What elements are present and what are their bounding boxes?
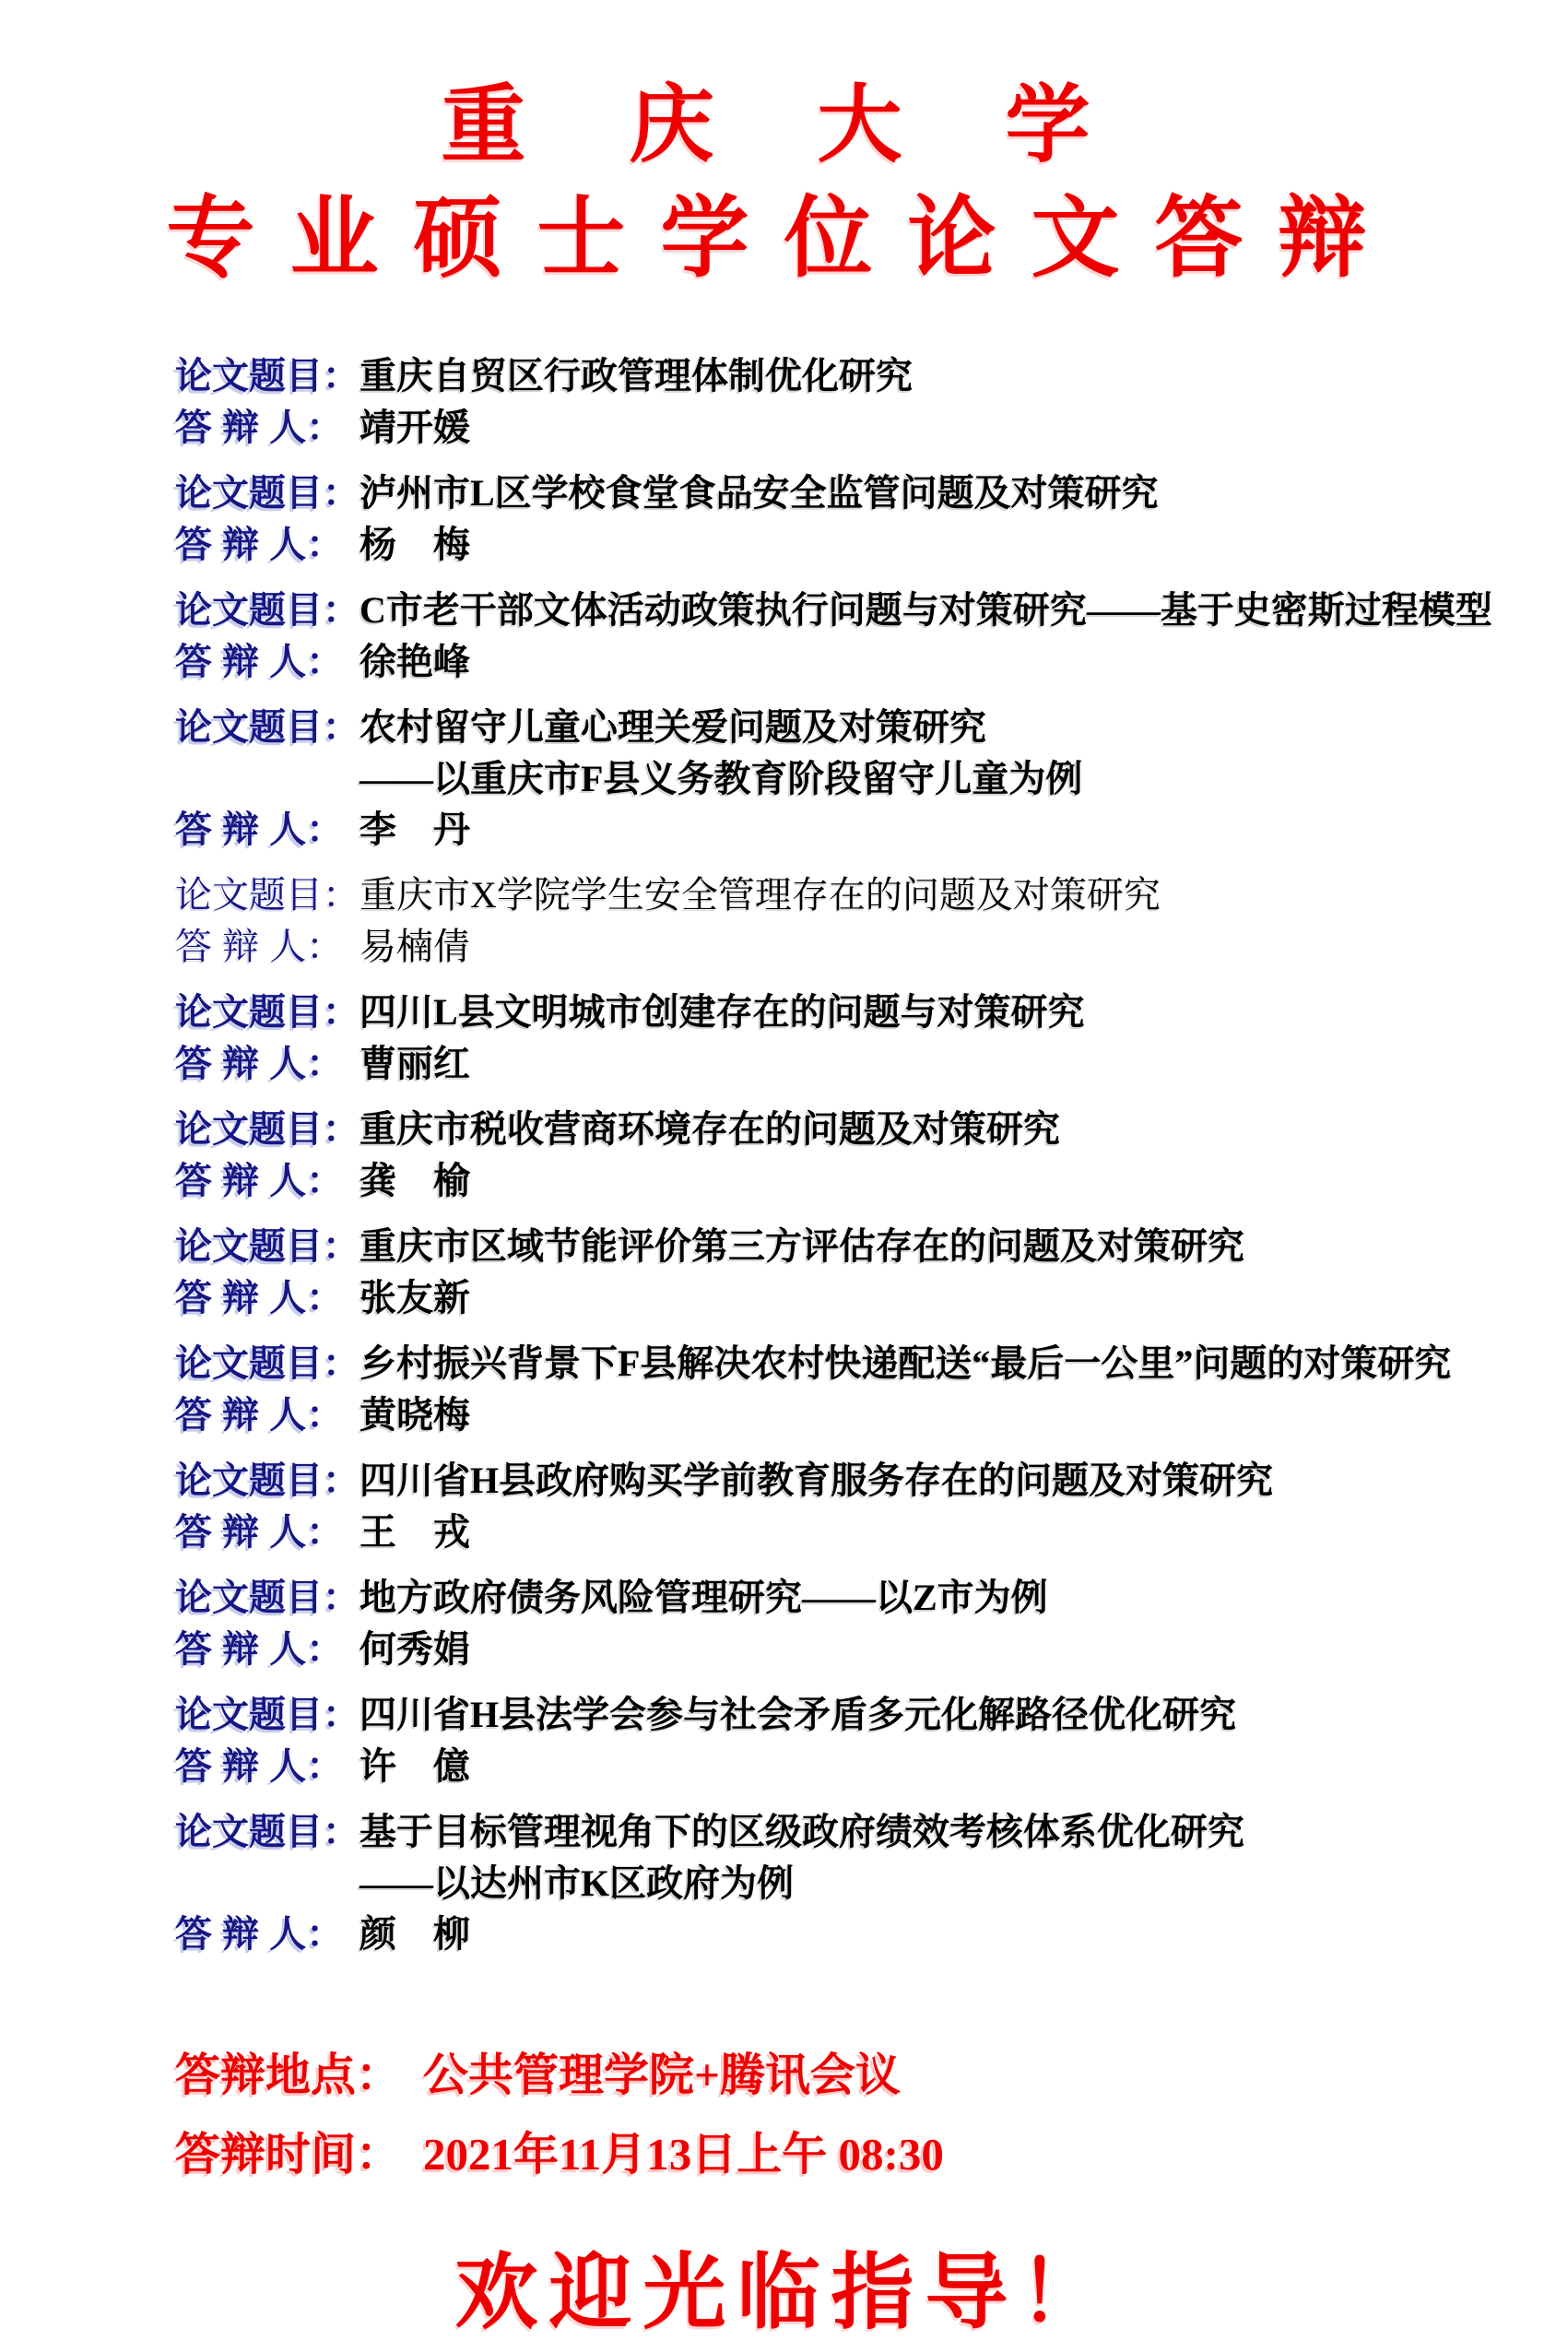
- defender-name: 曹丽红: [360, 1043, 470, 1084]
- page-header: [0, 0, 1568, 291]
- defense-entry: [175, 869, 1531, 973]
- thesis-title-continuation-text: ——以重庆市F县义务教育阶段留守儿童为例: [360, 758, 1083, 799]
- defense-entry-list: [175, 350, 1531, 1960]
- defender-line: [175, 636, 1531, 688]
- defender-line: [175, 519, 1531, 571]
- thesis-title-line: [175, 585, 1531, 636]
- defender-line: [175, 1741, 1531, 1792]
- defense-time-line: [175, 2127, 1568, 2182]
- defender-name: 何秀娟: [360, 1628, 470, 1670]
- defender-line: [175, 402, 1531, 454]
- thesis-title-label: 论文题目：: [175, 1695, 360, 1735]
- defense-location-value: 公共管理学院+腾讯会议: [423, 2050, 901, 2100]
- defender-label: 答 辩 人：: [175, 1629, 344, 1670]
- thesis-title-text: 重庆自贸区行政管理体制优化研究: [360, 355, 913, 396]
- defender-label: 答 辩 人：: [175, 408, 344, 448]
- thesis-title-line: [175, 987, 1531, 1038]
- defender-label: 答 辩 人：: [175, 1044, 344, 1084]
- defender-line: [175, 1909, 1531, 1960]
- defender-name: 徐艳峰: [360, 641, 470, 682]
- thesis-title-line: [175, 869, 1531, 921]
- thesis-title-line: [175, 467, 1531, 519]
- defense-location-line: [175, 2048, 1568, 2103]
- page-footer: [175, 2048, 1568, 2182]
- defender-name: 靖开媛: [360, 407, 470, 448]
- defender-line: [175, 921, 1531, 973]
- thesis-title-label: 论文题目：: [175, 590, 360, 631]
- defense-entry: [175, 1572, 1531, 1675]
- thesis-title-line: [175, 1689, 1531, 1741]
- thesis-title-label: 论文题目：: [175, 875, 360, 916]
- defender-label: 答 辩 人：: [175, 1395, 344, 1436]
- thesis-title-label: 论文题目：: [175, 473, 360, 514]
- defender-name: 龚 榆: [360, 1160, 470, 1201]
- thesis-title-text: C市老干部文体活动政策执行问题与对策研究——基于史密斯过程模型: [360, 589, 1492, 631]
- thesis-title-text: 基于目标管理视角下的区级政府绩效考核体系优化研究: [360, 1811, 1244, 1852]
- welcome-message: 欢迎光临指导！: [454, 2244, 1114, 2341]
- thesis-title-text: 重庆市区域节能评价第三方评估存在的问题及对策研究: [360, 1225, 1244, 1267]
- thesis-title-continuation-line: [175, 753, 1531, 804]
- defender-name: 张友新: [360, 1277, 470, 1318]
- thesis-title-text: 四川省H县政府购买学前教育服务存在的问题及对策研究: [360, 1460, 1274, 1501]
- defender-line: [175, 804, 1531, 856]
- thesis-title-label: 论文题目：: [175, 1578, 360, 1618]
- defender-label: 答 辩 人：: [175, 642, 344, 682]
- thesis-title-label: 论文题目：: [175, 1343, 360, 1384]
- defender-label: 答 辩 人：: [175, 525, 344, 565]
- thesis-title-text: 地方政府债务风险管理研究——以Z市为例: [360, 1577, 1048, 1618]
- defense-location-label: 答辩地点：: [175, 2051, 402, 2100]
- defender-name: 王 戎: [360, 1511, 470, 1553]
- thesis-title-label: 论文题目：: [175, 992, 360, 1033]
- thesis-title-label: 论文题目：: [175, 1109, 360, 1150]
- defender-label: 答 辩 人：: [175, 1278, 344, 1318]
- defense-entry: [175, 702, 1531, 856]
- defender-label: 答 辩 人：: [175, 810, 344, 850]
- thesis-title-line: [175, 1104, 1531, 1155]
- thesis-title-label: 论文题目：: [175, 356, 360, 396]
- defender-name: 黄晓梅: [360, 1394, 470, 1436]
- event-title: 专业硕士学位论文答辩: [166, 186, 1402, 290]
- thesis-title-text: 四川L县文明城市创建存在的问题与对策研究: [360, 991, 1085, 1033]
- defense-entry: [175, 350, 1531, 454]
- thesis-title-continuation-line: [175, 1858, 1531, 1909]
- thesis-title-text: 乡村振兴背景下F县解决农村快递配送“最后一公里”问题的对策研究: [360, 1342, 1452, 1384]
- thesis-title-text: 农村留守儿童心理关爱问题及对策研究: [360, 706, 986, 748]
- defender-name: 颜 柳: [360, 1913, 470, 1955]
- thesis-title-line: [175, 1455, 1531, 1507]
- thesis-title-text: 泸州市L区学校食堂食品安全监管问题及对策研究: [360, 472, 1159, 514]
- thesis-title-line: [175, 702, 1531, 753]
- defense-entry: [175, 585, 1531, 688]
- defender-name: 杨 梅: [360, 524, 470, 565]
- thesis-title-label: 论文题目：: [175, 1812, 360, 1852]
- thesis-title-label: 论文题目：: [175, 1226, 360, 1267]
- thesis-title-text: 重庆市税收营商环境存在的问题及对策研究: [360, 1108, 1060, 1150]
- defender-line: [175, 1038, 1531, 1090]
- thesis-title-text: 四川省H县法学会参与社会矛盾多元化解路径优化研究: [360, 1694, 1237, 1735]
- defense-time-label: 答辩时间：: [175, 2130, 402, 2180]
- defense-entry: [175, 987, 1531, 1090]
- thesis-title-text: 重庆市X学院学生安全管理存在的问题及对策研究: [360, 874, 1161, 916]
- thesis-title-line: [175, 1221, 1531, 1272]
- thesis-title-continuation-text: ——以达州市K区政府为例: [360, 1862, 795, 1904]
- thesis-title-line: [175, 350, 1531, 402]
- defender-name: 许 億: [360, 1745, 470, 1787]
- defender-line: [175, 1389, 1531, 1441]
- thesis-title-label: 论文题目：: [175, 1460, 360, 1501]
- defense-entry: [175, 1338, 1531, 1441]
- defender-line: [175, 1155, 1531, 1207]
- defense-time-value: 2021年11月13日上午 08:30: [423, 2129, 944, 2180]
- defender-label: 答 辩 人：: [175, 1746, 344, 1787]
- thesis-title-label: 论文题目：: [175, 707, 360, 748]
- defender-line: [175, 1272, 1531, 1324]
- defense-entry: [175, 1221, 1531, 1324]
- defender-label: 答 辩 人：: [175, 1512, 344, 1553]
- defender-name: 李 丹: [360, 809, 470, 850]
- defense-entry: [175, 1455, 1531, 1558]
- defender-label: 答 辩 人：: [175, 927, 344, 967]
- defense-entry: [175, 467, 1531, 571]
- defender-label: 答 辩 人：: [175, 1161, 344, 1201]
- thesis-title-line: [175, 1338, 1531, 1389]
- defense-entry: [175, 1689, 1531, 1792]
- defender-line: [175, 1624, 1531, 1675]
- defense-entry: [175, 1806, 1531, 1960]
- defender-name: 易楠倩: [360, 926, 470, 967]
- defender-label: 答 辩 人：: [175, 1914, 344, 1955]
- university-title: 重 庆 大 学: [441, 76, 1127, 174]
- defender-line: [175, 1507, 1531, 1558]
- defense-entry: [175, 1104, 1531, 1207]
- thesis-title-line: [175, 1572, 1531, 1624]
- thesis-title-line: [175, 1806, 1531, 1858]
